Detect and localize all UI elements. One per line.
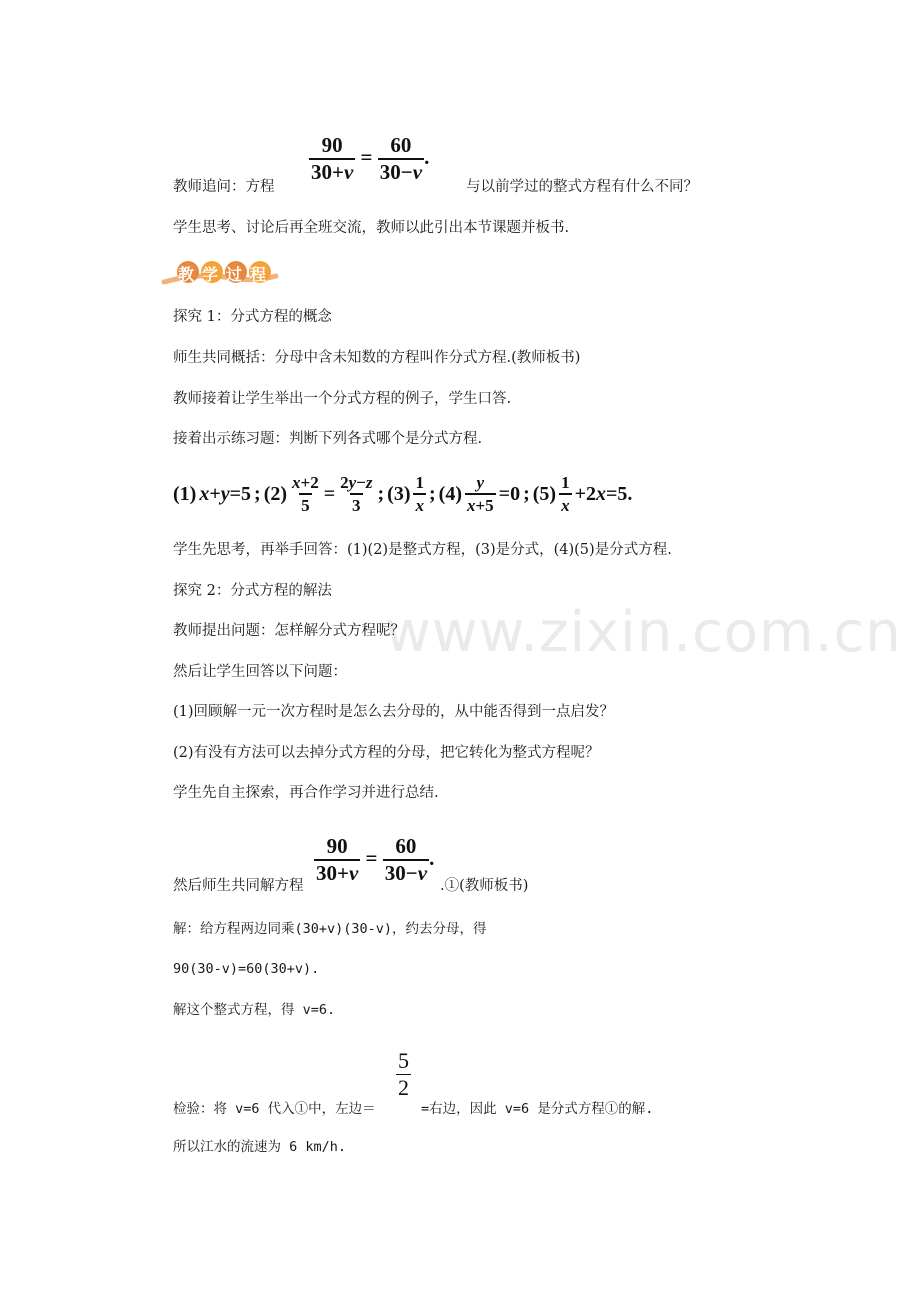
line-17: 解这个整式方程，得 v=6. xyxy=(173,1002,336,1018)
equation-solve: $\frac{90}{30+v}$ = $\frac{60}{30-v}$ . xyxy=(316,834,435,885)
line-7: 学生先思考，再举手回答：(1)(2)是整式方程，(3)是分式，(4)(5)是分式方程. xyxy=(173,542,672,558)
exercise-2-right-fraction: $\frac{2y-z}{3}$ xyxy=(340,473,373,515)
banner-text: 教学过程 xyxy=(178,265,275,284)
exercise-2-left-fraction: $\frac{x+2}{5}$ xyxy=(292,473,319,515)
watermark-text: www.zixin.com.cn xyxy=(385,600,902,665)
fraction-right-2: $\frac{60}{30-v}$ xyxy=(384,834,428,885)
line-19: 所以江水的流速为 6 km/h. xyxy=(173,1139,347,1155)
exercise-equations: (1) x+y=5 ; (2) $\frac{x+2}{5}$ = $\frac{2y-z}{3}$ ; (3) $\frac{1}{x}$ ; (4) $\frac{y}{x+5}$ =0 ; (5) $\frac{1}{x}$ +2x=5. xyxy=(173,473,633,515)
line-13: 学生先自主探索，再合作学习并进行总结. xyxy=(173,785,439,801)
line-11: (1)回顾解一元一次方程时是怎么去分母的，从中能否得到一点启发？ xyxy=(173,704,615,720)
exercise-3-fraction: $\frac{1}{x}$ xyxy=(415,473,424,515)
line-14-suffix: .①(教师板书) xyxy=(440,878,529,894)
line-14-prefix: 然后师生共同解方程 xyxy=(173,878,304,894)
fraction-left-2: $\frac{90}{30+v}$ xyxy=(316,834,359,885)
fraction-left: $\frac{90}{30+v}$ xyxy=(311,133,354,184)
line-2: 学生思考、讨论后再全班交流，教师以此引出本节课题并板书. xyxy=(173,220,570,236)
line-5: 教师接着让学生举出一个分式方程的例子，学生口答. xyxy=(173,391,512,407)
line-8: 探究 2：分式方程的解法 xyxy=(173,583,332,599)
exercise-4-fraction: $\frac{y}{x+5}$ xyxy=(466,473,494,515)
line-10: 然后让学生回答以下问题： xyxy=(173,664,347,680)
line-9: 教师提出问题：怎样解分式方程呢？ xyxy=(173,623,405,639)
line-12: (2)有没有方法可以去掉分式方程的分母，把它转化为整式方程呢？ xyxy=(173,745,600,761)
equation-top: $\frac{90}{30+v}$ = $\frac{60}{30-v}$ . xyxy=(311,133,430,184)
line-16: 90(30-v)=60(30+v). xyxy=(173,961,320,977)
exercise-5-fraction: $\frac{1}{x}$ xyxy=(561,473,570,515)
check-fraction: $\frac{5}{2}$ xyxy=(398,1048,409,1100)
line-6: 接着出示练习题：判断下列各式哪个是分式方程. xyxy=(173,431,483,447)
line-15: 解：给方程两边同乘(30+v)(30-v)，约去分母，得 xyxy=(173,921,487,937)
line-18-prefix: 检验：将 v=6 代入①中，左边＝ xyxy=(173,1101,376,1117)
line-4: 师生共同概括：分母中含未知数的方程叫作分式方程.(教师板书) xyxy=(173,350,581,366)
line-3: 探究 1：分式方程的概念 xyxy=(173,309,332,325)
line-1-suffix: 与以前学过的整式方程有什么不同？ xyxy=(466,179,698,195)
fraction-right: $\frac{60}{30-v}$ xyxy=(379,133,423,184)
line-18-suffix: =右边，因此 v=6 是分式方程①的解. xyxy=(421,1101,654,1117)
line-1-prefix: 教师追问：方程 xyxy=(173,179,275,195)
